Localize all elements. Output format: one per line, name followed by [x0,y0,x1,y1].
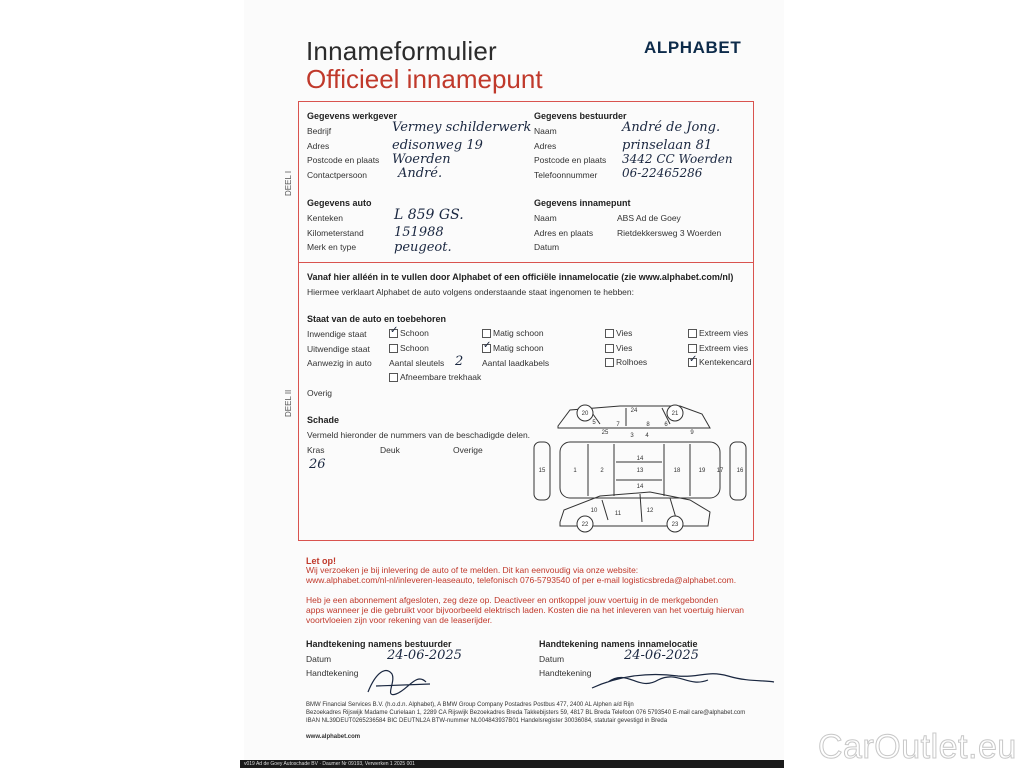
staat-heading: Staat van de auto en toebehoren [307,314,447,324]
diagram-number: 4 [645,433,649,439]
uitwendig-schoon[interactable]: Schoon [389,343,429,353]
fineprint-3: IBAN NL39DEUT0265236584 BIC DEUTNL2A BTW-nummer NL004843937B01 Handelsregister 30036084, statutair gevestigd in Breda [306,718,668,724]
alphabet-logo: ALPHABET [644,38,742,57]
deel-1-label: DEEL I [284,170,293,196]
adres-label: Adres [307,141,330,151]
schade-heading: Schade [307,415,340,425]
diagram-number: 11 [614,511,622,517]
checkbox-icon[interactable] [605,329,614,338]
diagram-number: 7 [616,422,620,428]
innamepunt-adres-label: Adres en plaats [534,228,594,238]
kenteken-value: L 859 GS. [394,207,464,223]
form-subtitle: Officieel innamepunt [306,64,543,94]
innamepunt-heading: Gegevens innamepunt [534,198,631,208]
diagram-number: 8 [646,422,650,428]
kras-value: 26 [309,457,326,472]
naam-value: André de Jong. [622,120,721,135]
diagram-number: 20 [581,411,589,417]
caroutlet-watermark: CarOutlet.eu [818,728,1017,766]
sig-innamelocatie-handtekening: Handtekening [539,668,592,678]
checkbox-icon[interactable] [389,344,398,353]
fineprint-1: BMW Financial Services B.V. (h.o.d.n. Alphabet), A BMW Group Company Postadres Postbus 477, 2400 AL Alphen a/d Rijn [306,702,634,708]
checkbox-icon[interactable] [688,344,697,353]
section-divider [298,262,754,263]
deel-2-intro-2: Hiermee verklaart Alphabet de auto volgens onderstaande staat ingenomen te hebben: [307,287,635,297]
checkbox-icon[interactable] [688,329,697,338]
let-op-line-4: apps wanneer je die gebruikt voor bijvoorbeeld elektrisch laden. Kosten die na het inleveren van het voertuig hiervan [306,605,745,615]
website-link: www.alphabet.com [306,734,361,740]
checkbox-icon[interactable] [482,329,491,338]
innamepunt-datum-label: Datum [534,242,560,252]
let-op-heading: Let op! [306,556,336,566]
schade-text: Vermeld hieronder de nummers van de beschadigde delen. [307,430,531,440]
innamelocatie-signature [588,662,778,698]
kenteken-label: Kenteken [307,213,343,223]
sleutels-value: 2 [455,354,464,369]
bestuurder-heading: Gegevens bestuurder [534,111,627,121]
bestuurder-adres-label: Adres [534,141,557,151]
kilometerstand-value: 151988 [394,225,444,240]
plaats-value: Woerden [392,152,451,167]
sig-innamelocatie-datum: Datum [539,654,565,664]
diagram-number: 14 [636,456,644,462]
sig-bestuurder-datum: Datum [306,654,332,664]
fineprint-2: Bezoekadres Rijswijk Madame Curielaan 1, 2289 CA Rijswijk Bezoekadres Breda Takkebijsters 59, 4817 BL Breda Telefoon 076 5793540 E-mail care@alphabet.com [306,710,746,716]
diagram-number: 5 [592,420,596,426]
postcode-label: Postcode en plaats [307,155,380,165]
deuk-label: Deuk [380,445,400,455]
diagram-number: 21 [671,411,679,417]
let-op-line-1: Wij verzoeken je bij inlevering de auto of te melden. Dit kan eenvoudig via onze website: [306,565,639,575]
checkbox-icon[interactable] [389,373,398,382]
checkbox-checked-icon[interactable] [482,344,491,353]
inwendig-matig[interactable]: Matig schoon [482,328,544,338]
diagram-number: 18 [673,468,681,474]
diagram-number: 12 [646,508,654,514]
diagram-number: 24 [630,408,638,414]
scan-footer-text: v019 Ad de Goey Autoschade BV · Daumer Nr 09193, Verwerken 1 2025 001 [244,761,415,767]
diagram-number: 13 [636,468,644,474]
kras-label: Kras [307,445,325,455]
naam-label: Naam [534,126,557,136]
merk-label: Merk en type [307,242,357,252]
let-op-line-5: voortvloeien zijn voor rekening van de leaserijder. [306,615,493,625]
laadkabels-label: Aantal laadkabels [482,358,550,368]
checkbox-icon[interactable] [605,358,614,367]
diagram-number: 1 [573,468,577,474]
innamepunt-adres-value: Rietdekkersweg 3 Woerden [617,228,722,238]
uitwendig-extreem[interactable]: Extreem vies [688,343,748,353]
auto-heading: Gegevens auto [307,198,372,208]
diagram-number: 15 [538,468,546,474]
diagram-number: 17 [716,468,724,474]
sig-bestuurder-date: 24-06-2025 [387,648,462,663]
checkbox-checked-icon[interactable] [389,329,398,338]
form-title: Innameformulier [306,36,497,66]
diagram-number: 16 [736,468,744,474]
overige-label: Overige [453,445,483,455]
sleutels-label: Aantal sleutels [389,358,445,368]
telefoon-label: Telefoonnummer [534,170,598,180]
checkbox-checked-icon[interactable] [688,358,697,367]
sig-bestuurder-heading: Handtekening namens bestuurder [306,639,452,649]
sig-innamelocatie-date: 24-06-2025 [624,648,699,663]
kilometerstand-label: Kilometerstand [307,228,364,238]
sig-innamelocatie-heading: Handtekening namens innamelocatie [539,639,698,649]
inwendig-extreem[interactable]: Extreem vies [688,328,748,338]
inwendig-schoon[interactable]: ✓ Schoon [389,328,429,338]
checkbox-icon[interactable] [605,344,614,353]
diagram-number: 6 [664,422,668,428]
let-op-line-2: www.alphabet.com/nl-nl/inleveren-leaseauto, telefonisch 076-5793540 of per e-mail logisticsbreda@alphabet.com. [306,575,737,585]
diagram-number: 19 [698,468,706,474]
uitwendig-vies[interactable]: Vies [605,343,632,353]
diagram-number: 2 [600,468,604,474]
rolhoes-option[interactable]: Rolhoes [605,357,647,367]
diagram-number: 10 [590,508,598,514]
inwendige-label: Inwendige staat [307,329,367,339]
telefoon-value: 06-22465286 [622,166,703,180]
contactpersoon-label: Contactpersoon [307,170,368,180]
diagram-number: 22 [581,522,589,528]
let-op-line-3: Heb je een abonnement afgesloten, zeg deze op. Deactiveer en ontkoppel jouw voertuig in de merkgebonden [306,595,719,605]
trekhaak-option[interactable]: Afneembare trekhaak [389,372,481,382]
bestuurder-postcode-label: Postcode en plaats [534,155,607,165]
bedrijf-value: Vermey schilderwerk [392,120,532,135]
adres-value: edisonweg 19 [392,138,483,153]
aanwezig-label: Aanwezig in auto [307,358,372,368]
diagram-number: 14 [636,484,644,490]
sig-bestuurder-handtekening: Handtekening [306,668,359,678]
diagram-number: 9 [690,430,694,436]
diagram-number: 23 [671,522,679,528]
innamepunt-naam-label: Naam [534,213,557,223]
bestuurder-adres-value: prinselaan 81 [622,138,713,153]
deel-2-intro-1: Vanaf hier alléén in te vullen door Alphabet of een officiële innamelocatie (zie www.alphabet.com/nl) [307,272,734,282]
werkgever-heading: Gegevens werkgever [307,111,398,121]
bestuurder-signature [356,662,436,702]
bestuurder-plaats-value: 3442 CC Woerden [622,152,733,166]
bedrijf-label: Bedrijf [307,126,332,136]
diagram-number: 25 [601,430,609,436]
innamepunt-naam-value: ABS Ad de Goey [617,213,681,223]
inwendig-vies[interactable]: Vies [605,328,632,338]
uitwendige-label: Uitwendige staat [307,344,370,354]
kentekencard-option[interactable]: ✓ Kentekencard [688,357,751,367]
contactpersoon-value: André. [398,166,443,181]
uitwendig-matig[interactable]: ✓ Matig schoon [482,343,544,353]
diagram-number: 3 [630,433,634,439]
deel-2-label: DEEL II [284,389,293,417]
merk-value: peugeot. [394,240,452,255]
car-damage-diagram [530,400,752,538]
overig-label: Overig [307,388,333,398]
